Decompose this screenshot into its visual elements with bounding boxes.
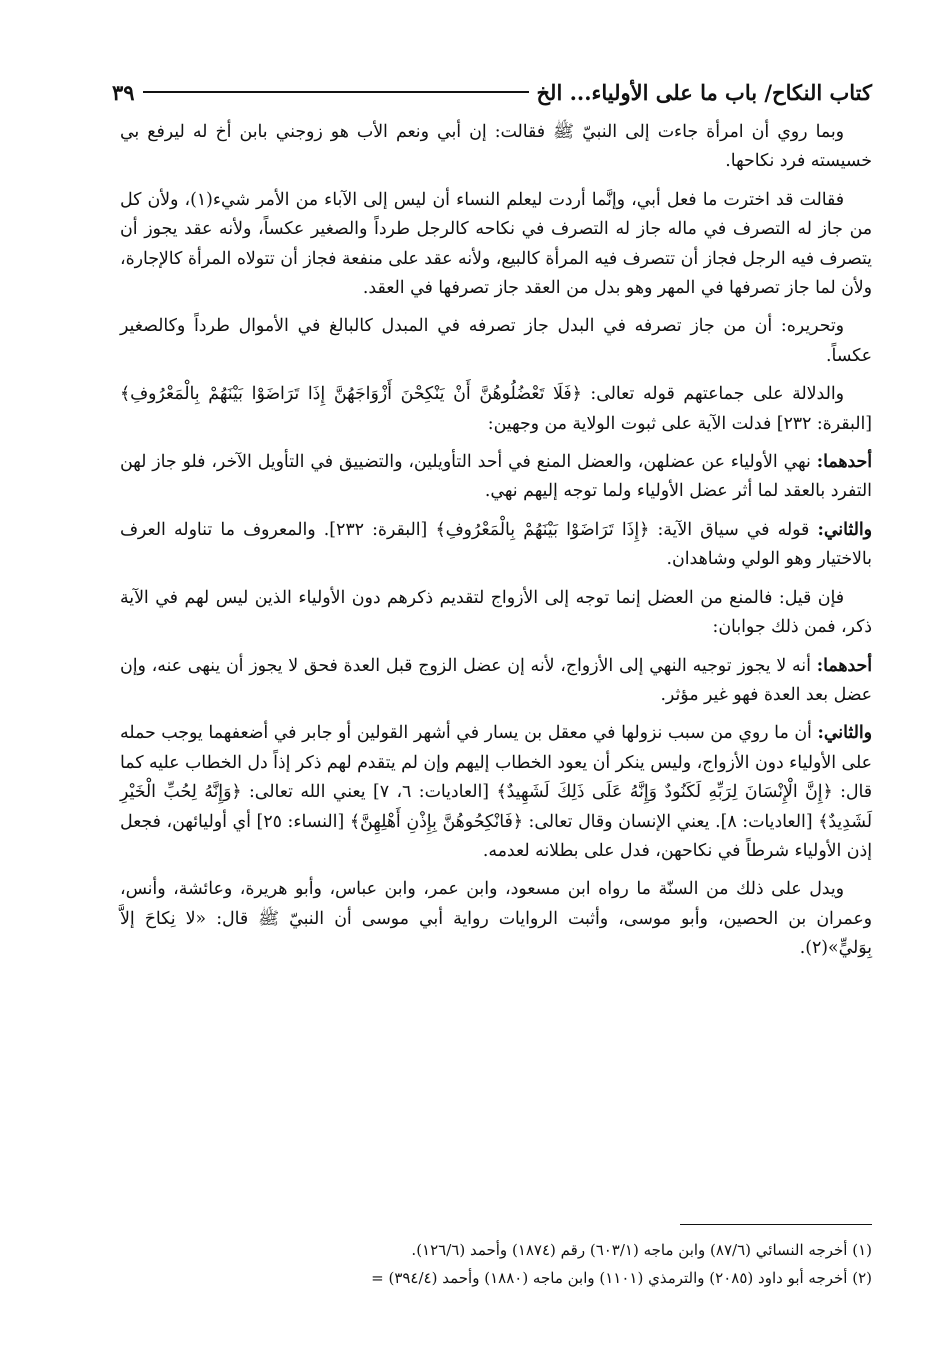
footnote: (٢) أخرجه أبو داود (٢٠٨٥) والترمذي (١١٠١) وابن ماجه (١٨٨٠) وأحمد (٣٩٤/٤) = (371, 1269, 872, 1287)
paragraph: ويدل على ذلك من السنّة ما رواه ابن مسعود، وابن عمر، وابن عباس، وأبو هريرة، وعائشة، وأنس، وعمران بن الحصين، وأبو موسى، وأثبت الروايات رواية أبي موسى أن النبيّ ﷺ قال: «لا نِكاحَ إلاَّ بِوَليٍّ»(٢). (120, 879, 872, 959)
footnotes (120, 1236, 872, 1292)
running-header (112, 72, 872, 112)
header-title: كتاب النكاح/ باب ما على الأولياء... الخ (536, 79, 872, 105)
page-number: ٣٩ (112, 79, 135, 105)
footnote-separator (680, 1224, 872, 1225)
paragraph: والدلالة على جماعتهم قوله تعالى: ﴿فَلَا تَعْضُلُوهُنَّ أَنْ يَنْكِحْنَ أَزْوَاجَهُنَّ إِذَا تَرَاضَوْا بَيْنَهُمْ بِالْمَعْرُوفِ﴾ [البقرة: ٢٣٢] فدلت الآية على ثبوت الولاية من وجهين: (120, 384, 872, 434)
footnote: (١) أخرجه النسائي (٨٧/٦) وابن ماجه (٦٠٣/١) رقم (١٨٧٤) وأحمد (١٢٦/٦). (411, 1241, 872, 1259)
header-rule (143, 91, 529, 93)
paragraph: أحدهما: نهي الأولياء عن عضلهن، والعضل المنع في أحد التأويلين، والتضييق في التأويل الآخر، فلو جاز لهن التفرد بالعقد لما أثر عضل الأولياء ولما توجه إليهم نهي. (120, 452, 872, 502)
paragraph-lead: والثاني: (817, 519, 872, 540)
paragraph-lead: أحدهما: (816, 655, 872, 676)
paragraph-lead: والثاني: (817, 723, 872, 744)
paragraph: أحدهما: أنه لا يجوز توجيه النهي إلى الأزواج، لأنه إن عضل الزوج قبل العدة فحق لا يجوز أن ينهى عنه، وإن عضل بعد العدة فهو غير مؤثر. (120, 655, 872, 705)
paragraph: فقالت قد اخترت ما فعل أبي، وإنَّما أردت ليعلم النساء أن ليس إلى الآباء من الأمر شيء(١)، ولأن كل من جاز له التصرف في ماله جاز له التصرف في نكاحه كالرجل طرداً والصغير عكساً، ولأنه عقد يجوز أن يتصرف فيه الرجل فجاز أن تتصرف فيه المرأة كالبيع، ولأنه عقد على منفعة فجاز أن تتولاه المرأة كالإجارة، ولأن لما جاز تصرفها في المهر وهو بدل من العقد جاز تصرفها في العقد. (120, 189, 872, 299)
paragraph: وبما روي أن امرأة جاءت إلى النبيّ ﷺ فقالت: إن أبي ونعم الأب هو زوجني بابن أخ له ليرفع بي خسيسته فرد نكاحها. (120, 122, 872, 172)
paragraph: والثاني: قوله في سياق الآية: ﴿إِذَا تَرَاضَوْا بَيْنَهُمْ بِالْمَعْرُوفِ﴾ [البقرة: ٢٣٢]. والمعروف ما تناوله العرف بالاختيار وهو الولي وشاهدان. (120, 519, 872, 570)
paragraph: فإن قيل: فالمنع من العضل إنما توجه إلى الأزواج لتقديم ذكرهم دون الأولياء الذين ليس لهم في الآية ذكر، فمن ذلك جوابان: (120, 587, 872, 638)
paragraph: وتحريره: أن من جاز تصرفه في البدل جاز تصرفه في المبدل كالبالغ في الأموال طرداً وكالصغير عكساً. (120, 316, 872, 366)
main-text (120, 118, 872, 973)
paragraph: والثاني: أن ما روي من سبب نزولها في معقل بن يسار في أشهر القولين أو جابر في أضعفهما يوجب حمله على الأولياء دون الأزواج، وليس ينكر أن يعود الخطاب إليهم وإن لم يتقدم لهم ذكر إذاً دل الخطاب عليه كما قال: ﴿إِنَّ الْإِنْسَانَ لِرَبِّهِ لَكَنُودٌ وَإِنَّهُ عَلَى ذَلِكَ لَشَهِيدٌ﴾ [العاديات: ٦، ٧] يعني الله تعالى: ﴿وَإِنَّهُ لِحُبِّ الْخَيْرِ لَشَدِيدٌ﴾ [العاديات: ٨]. يعني الإنسان وقال تعالى: ﴿فَانْكِحُوهُنَّ بِإِذْنِ أَهْلِهِنَّ﴾ [النساء: ٢٥] أي أوليائهن، فجعل إذن الأولياء شرطاً في نكاحهن، فدل على بطلانه لعدمه. (119, 723, 872, 861)
paragraph-lead: أحدهما: (816, 452, 872, 473)
